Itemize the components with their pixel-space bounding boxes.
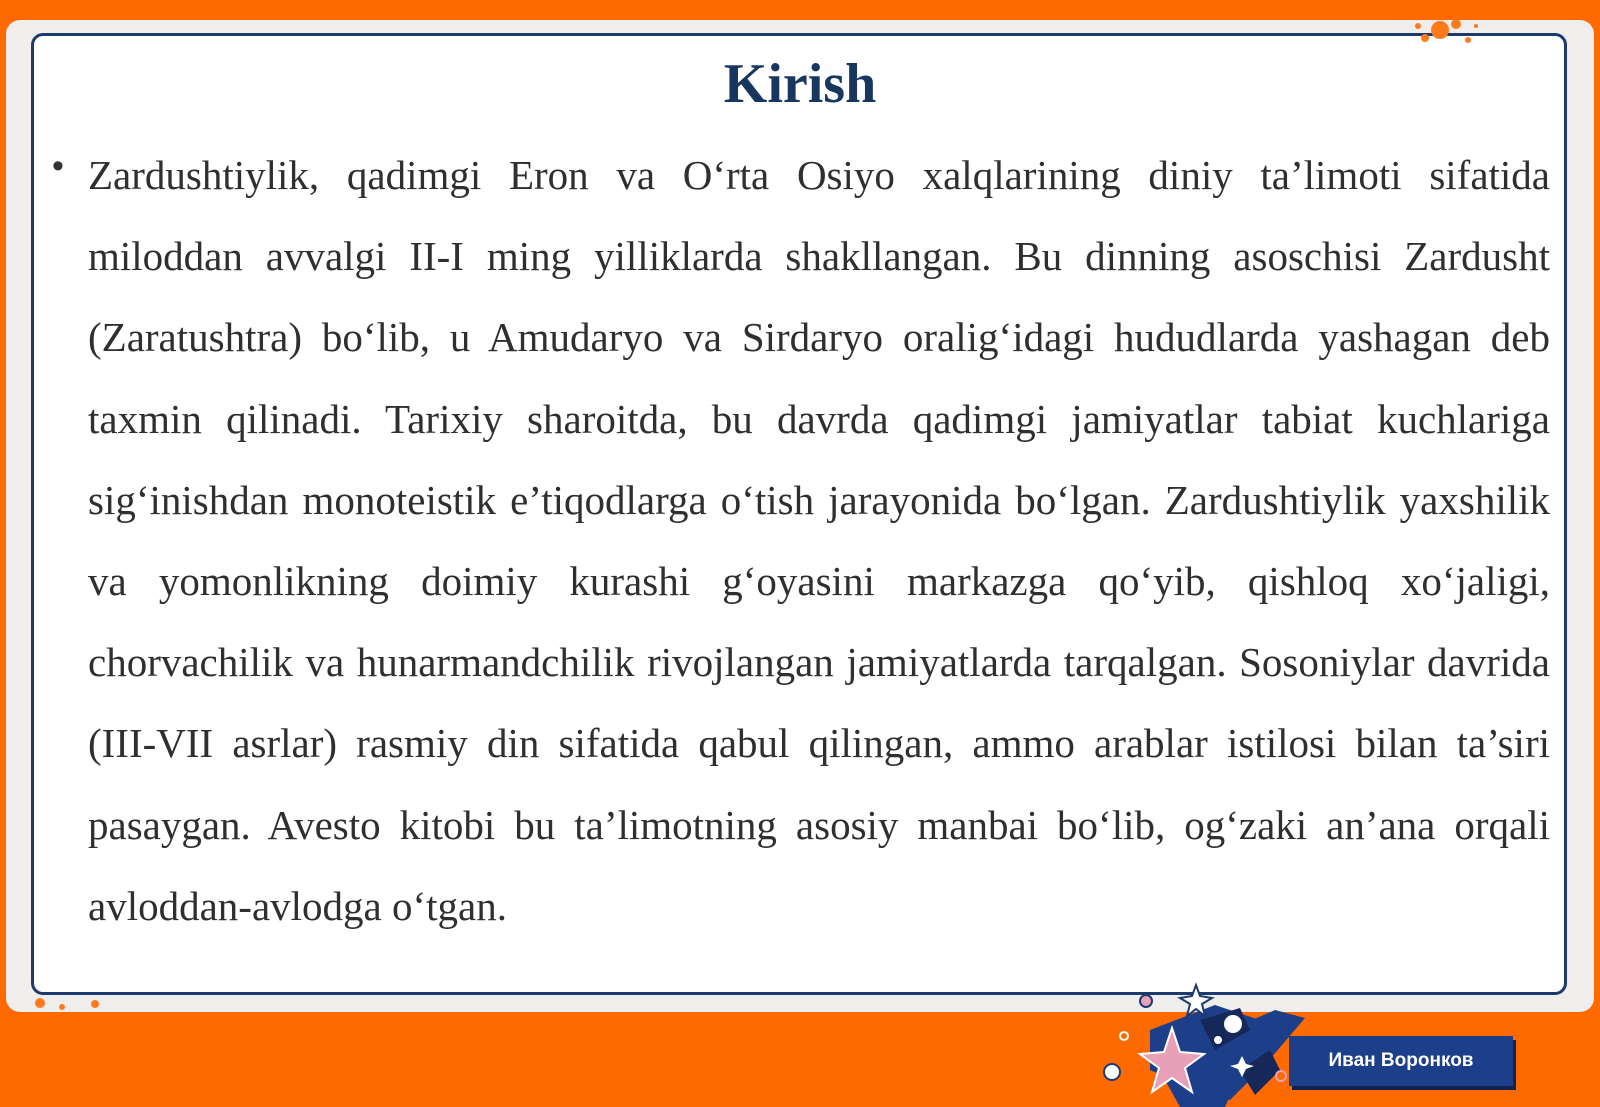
slide-body-text: Zardushtiylik, qadimgi Eron va O‘rta Osiyo xalqlarining diniy ta’limoti sifatida miloddan avvalgi II-I ming yilliklarda shakllangan. Bu dinning asoschisi Zardusht (Zaratushtra) bo‘lib, u Amudaryo va Sirdaryo oralig‘idagi hududlarda yashagan deb taxmin qilinadi. Tarixiy sharoitda, bu davrda qadimgi jamiyatlar tabiat kuchlariga sig‘inishdan monoteistik e’tiqodlarga o‘tish jarayonida bo‘lgan. Zardushtiylik yaxshilik va yomonlikning doimiy kurashi g‘oyasini markazga qo‘yib, qishloq xo‘jaligi, chorvachilik va hunarmandchilik rivojlangan jamiyatlarda tarqalgan. Sosoniylar davrida (III-VII asrlar) rasmiy din sifatida qabul qilingan, ammo arablar istilosi bilan ta’siri pasaygan. Avesto kitobi bu ta’limotning asosiy manbai bo‘lib, og‘zaki an’ana orqali avloddan-avlodga o‘tgan. bbox=[88, 152, 1550, 929]
slide-title: Kirish bbox=[723, 53, 877, 115]
white-circle-icon bbox=[1104, 1064, 1120, 1080]
pink-star-icon bbox=[1140, 1028, 1204, 1092]
white-dot-icon bbox=[1224, 1015, 1242, 1033]
sparkle-star-icon bbox=[1230, 1056, 1254, 1077]
brush-strokes bbox=[1150, 1005, 1305, 1107]
brush-strokes-dark bbox=[1200, 1008, 1280, 1095]
author-name-badge: Иван Воронков bbox=[1289, 1036, 1513, 1086]
pink-ring-icon bbox=[1276, 1071, 1286, 1081]
bullet-point: • bbox=[52, 147, 64, 185]
white-ring-icon bbox=[1120, 1032, 1128, 1040]
white-small-dot-icon bbox=[1214, 1036, 1222, 1044]
